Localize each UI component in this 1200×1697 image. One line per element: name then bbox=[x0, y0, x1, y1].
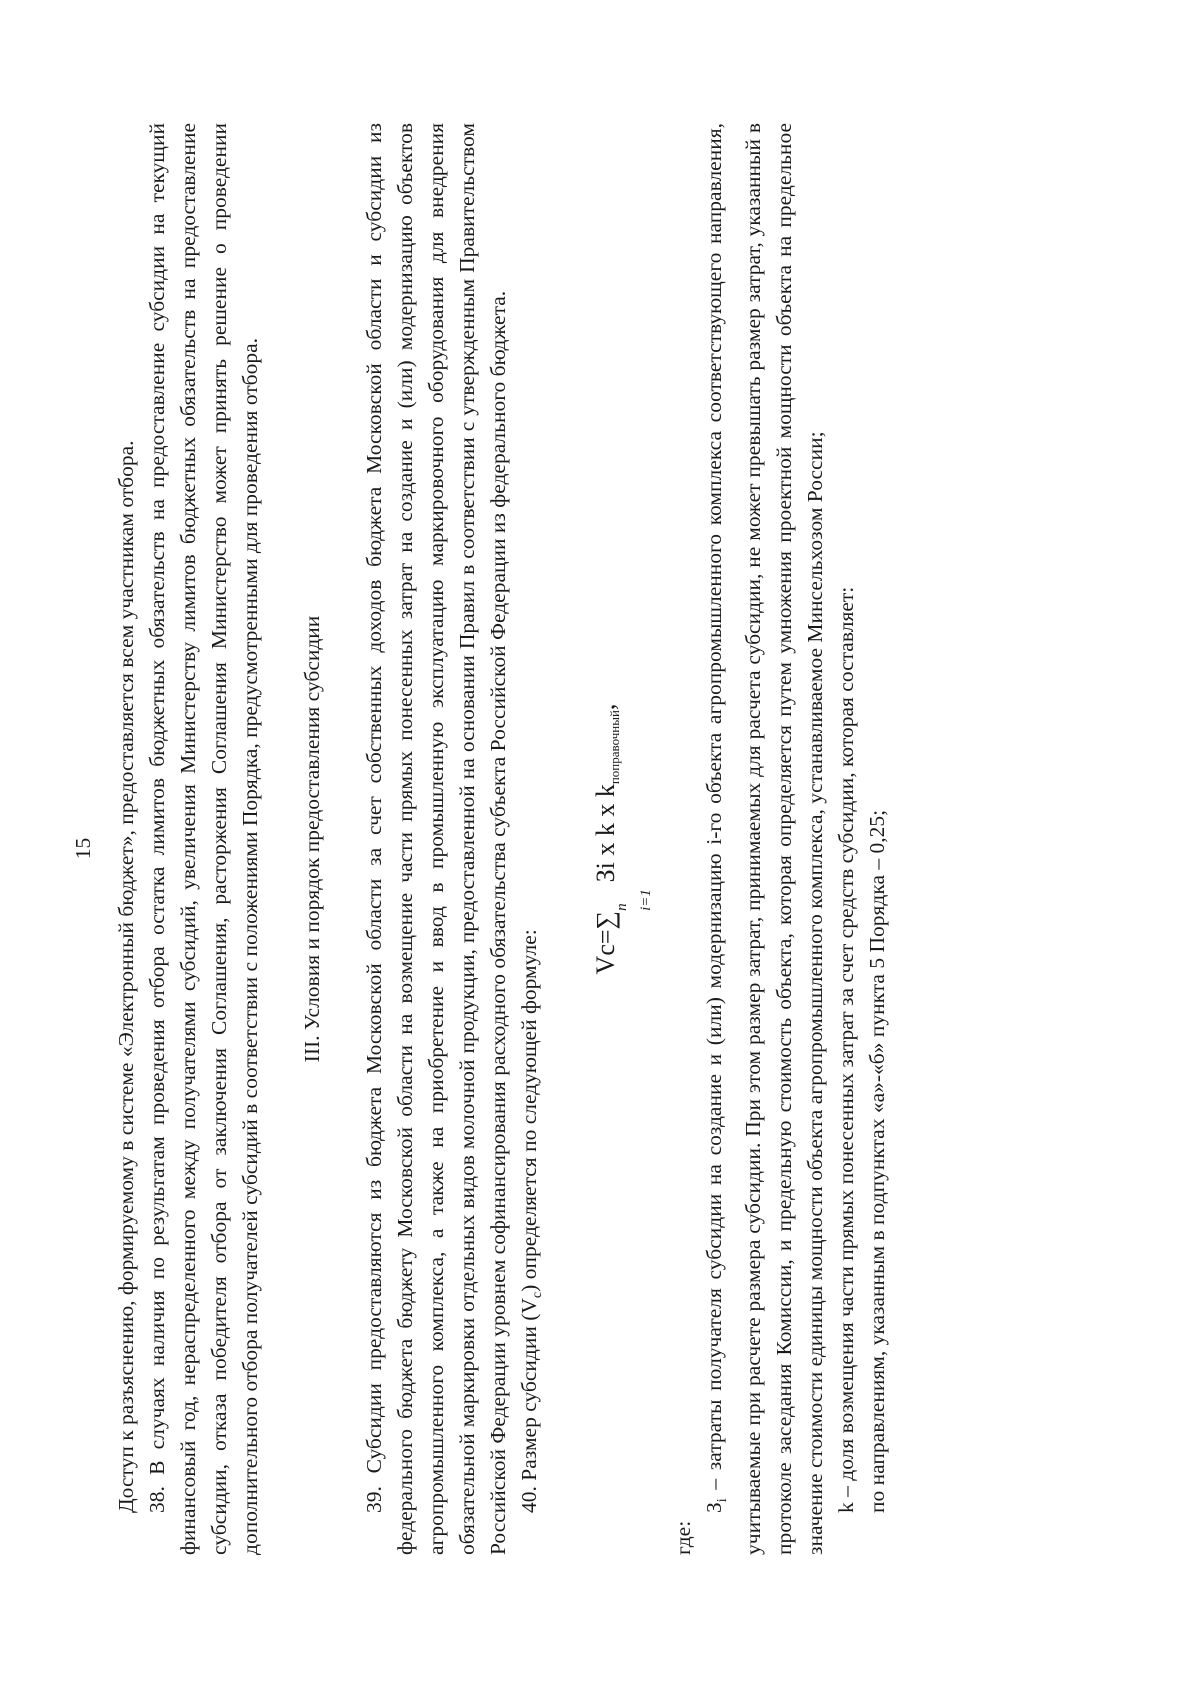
spacer bbox=[553, 123, 584, 1555]
paragraph-40-before: 40. Размер субсидии (V bbox=[517, 1298, 541, 1513]
formula-k-sub: поправочный bbox=[607, 710, 622, 785]
section-heading: III. Условия и порядок предоставления субсидии bbox=[300, 615, 324, 1063]
definition-k-text: – доля возмещения части прямых понесенных затрат за счет средств субсидии, которая составляет: bbox=[834, 586, 858, 1503]
definition-z-symbol: З bbox=[702, 1502, 726, 1513]
paragraph-40 bbox=[514, 123, 553, 1555]
paragraph-40-sub: c bbox=[530, 1291, 545, 1299]
spacer bbox=[328, 123, 359, 1555]
formula-sigma: ∑ bbox=[591, 910, 620, 930]
paragraph-38: 38. В случаях наличия по результатам проведения отбора остатка лимитов бюджетных обязательств на предоставление субсидии на текущий финансовый год, нераспределенного между получателями субсидий, увеличения Министерству лимитов бюджетных обязательств на предоставление субсидии, отказа победителя отбора от заключения Соглашения, расторжения Соглашения Министерство может принять решение о проведении дополнительного отбора получателей субсидий в соответствии с положениями Порядка, предусмотренными для проведения отбора. bbox=[145, 123, 262, 1555]
formula-upper: n bbox=[614, 903, 630, 911]
formula-body: Зi x k x k bbox=[591, 784, 620, 883]
paragraph-39: 39. Субсидии предоставляются из бюджета Московской области за счет собственных доходов бюджета Московской области и субсидии из федерального бюджета бюджету Московской области на возмещение части прямых понесенных затрат на создание и (или) модернизацию объектов агропромышленного комплекса, а также на приобретение и ввод в промышленную эксплуатацию маркировочного оборудования для внедрения обязательной маркировки отдельных видов молочной продукции, предоставленной на основании Правил в соответствии с утвержденным Правительством Российской Федерации уровнем софинансирования расходного обязательства субъекта Российской Федерации из федерального бюджета. bbox=[362, 123, 510, 1555]
document-body bbox=[111, 123, 893, 1555]
where-label: где: bbox=[671, 1520, 695, 1555]
formula-lower: i=1 bbox=[638, 889, 654, 911]
k-value-line: по направлениям, указанным в подпунктах «а»-«б» пункта 5 Порядка – 0,25; bbox=[865, 809, 889, 1513]
definition-z-sub: i bbox=[715, 1498, 730, 1503]
page-number: 15 bbox=[71, 837, 95, 860]
definition-k-symbol: k bbox=[834, 1502, 858, 1513]
definition-z bbox=[699, 123, 831, 1555]
spacer bbox=[266, 123, 297, 1555]
spacer bbox=[637, 123, 668, 1555]
paragraph-40-after: ) определяется по следующей формуле: bbox=[517, 929, 541, 1292]
definition-k bbox=[831, 123, 862, 1555]
definition-z-text: – затраты получателя субсидии на создание и (или) модернизацию i-го объекта агропромышленного комплекса соответствующего направления, учитываемые при расчете размера субсидии. При этом размер затрат, принимаемых для расчета субсидии, не может превышать размер затрат, указанный в протоколе заседания Комиссии, и предельную стоимость объекта, которая определяется путем умножения проектной мощности объекта на предельное значение стоимости единицы мощности объекта агропромышленного комплекса, устанавливаемое Минсельхозом России; bbox=[702, 123, 827, 1555]
formula-lhs: Vc= bbox=[591, 929, 620, 975]
formula-end: , bbox=[591, 703, 620, 711]
subsidy-formula bbox=[584, 123, 654, 1555]
paragraph-access: Доступ к разъяснению, формируемому в системе «Электронный бюджет», предоставляется всем участникам отбора. bbox=[114, 440, 138, 1513]
